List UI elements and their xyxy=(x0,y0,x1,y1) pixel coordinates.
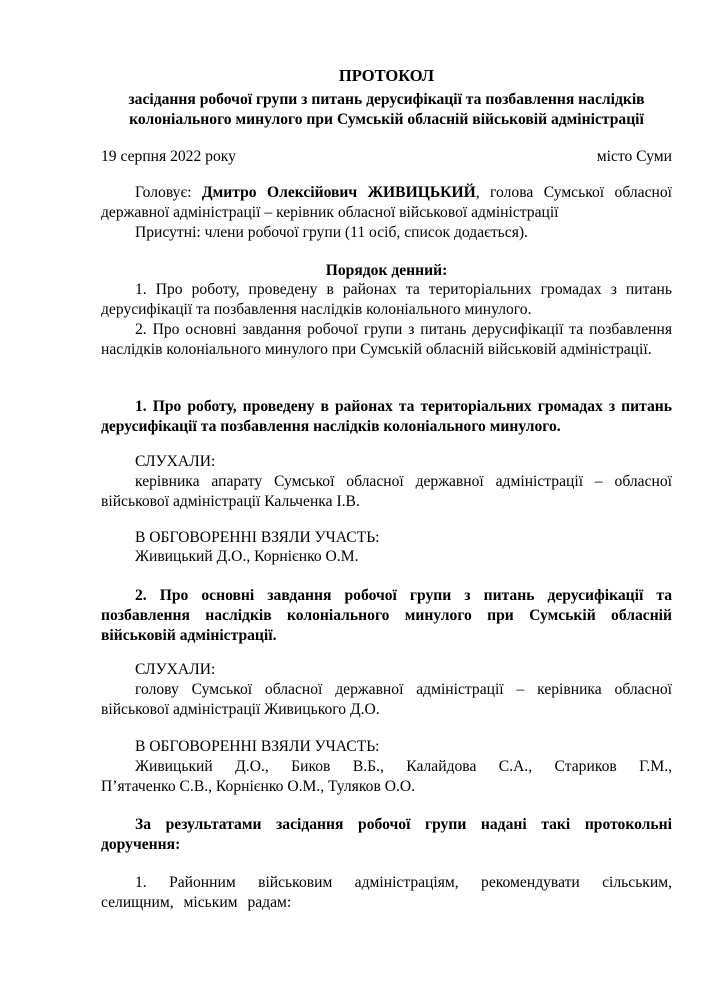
section-1-heard: керівника апарату Сумської обласної державної адміністрації – обласної військової адміністрації Кальченка І.В. xyxy=(101,473,672,510)
meeting-date: 19 серпня 2022 року xyxy=(101,148,236,165)
section-2-discussion-label: В ОБГОВОРЕННІ ВЗЯЛИ УЧАСТЬ: xyxy=(135,738,380,755)
present-paragraph: Присутні: члени робочої групи (11 осіб, список додається). xyxy=(135,224,528,241)
agenda-heading: Порядок денний: xyxy=(325,262,448,279)
document-title: ПРОТОКОЛ xyxy=(338,66,435,85)
chair-name: Дмитро Олексійович ЖИВИЦЬКИЙ xyxy=(201,184,476,201)
date-place-line xyxy=(101,147,672,167)
section-1-heading: 1. Про роботу, проведену в районах та територіальних громадах з питань дерусифікації та позбавлення наслідків колоніального минулого. xyxy=(101,398,672,435)
section-1-discussion-label: В ОБГОВОРЕННІ ВЗЯЛИ УЧАСТЬ: xyxy=(135,529,380,546)
section-1-heard-label: СЛУХАЛИ: xyxy=(135,453,216,470)
order-1: 1. Районним військовим адміністраціям, рекомендувати сільським, селищним, міським радам: xyxy=(101,874,672,911)
section-2-discussion-line-2: П’ятаченко С.В., Корнієнко О.М., Туляков О.О. xyxy=(101,778,416,795)
agenda-item-2: 2. Про основні завдання робочої групи з питань дерусифікації та позбавлення наслідків колоніального минулого при Сумській обласній військовій адміністрації. xyxy=(101,321,672,358)
section-2-heard-label: СЛУХАЛИ: xyxy=(135,661,216,678)
results-heading: За результатами засідання робочої групи надані такі протокольні доручення: xyxy=(101,816,672,853)
chair-paragraph xyxy=(101,183,672,223)
section-1-discussion: Живицький Д.О., Корнієнко О.М. xyxy=(135,548,359,565)
section-2-heard: голову Сумської обласної державної адміністрації – керівника обласної військової адміністрації Живицького Д.О. xyxy=(101,681,672,718)
section-2-heading: 2. Про основні завдання робочої групи з питань дерусифікації та позбавлення наслідків колоніального минулого при Сумській обласній військовій адміністрації. xyxy=(101,587,672,644)
chair-prefix: Головує: xyxy=(135,184,202,201)
meeting-city: місто Суми xyxy=(596,148,672,165)
agenda-item-1: 1. Про роботу, проведену в районах та територіальних громадах з питань дерусифікації та позбавлення наслідків колоніального минулого. xyxy=(101,281,672,318)
section-2-discussion-line-1 xyxy=(101,757,672,777)
chair-role: , голова Сумської обласної державної адміністрації – керівник обласної військової адміністрації xyxy=(101,184,672,221)
document-subtitle: засідання робочої групи з питань дерусифікації та позбавлення наслідків колоніального минулого при Сумській обласній військовій адміністрації xyxy=(128,91,645,128)
section-2-discussion-text-1: Живицький Д.О., Биков В.Б., Калайдова С.А., Стариков Г.М., xyxy=(135,758,672,775)
